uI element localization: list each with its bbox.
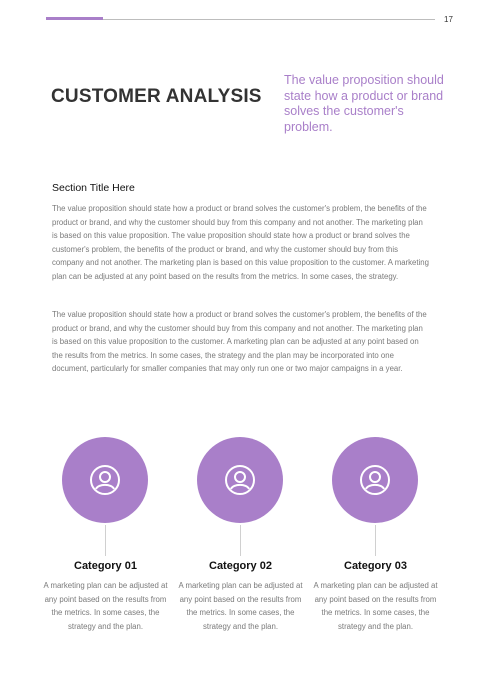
category-2-title: Category 02 bbox=[209, 560, 272, 572]
category-card-2 bbox=[178, 437, 303, 667]
section-title: Section Title Here bbox=[52, 182, 135, 194]
category-3-circle bbox=[332, 437, 418, 523]
category-2-text: A marketing plan can be adjusted at any point based on the results from the metrics. In some cases, the strategy and the plan. bbox=[178, 581, 303, 631]
page-tagline: The value proposition should state how a product or brand solves the customer's problem. bbox=[284, 73, 444, 134]
category-3-text: A marketing plan can be adjusted at any point based on the results from the metrics. In some cases, the strategy and the plan. bbox=[313, 581, 438, 631]
category-1-title: Category 01 bbox=[74, 560, 137, 572]
category-1-text: A marketing plan can be adjusted at any point based on the results from the metrics. In some cases, the strategy and the plan. bbox=[43, 581, 168, 631]
category-1-connector bbox=[105, 525, 106, 556]
body-paragraph-2: The value proposition should state how a product or brand solves the customer's problem, the benefits of the product or brand, and why the customer should buy from this company and not another. The marketing plan is based on this value proposition to the customer. A marketing plan can be adjusted at any point based on the results from the metrics. In some cases, the strategy and the plan may be incorporated into one document, particularly for smaller companies that may only run one or two major campaigns in a year. bbox=[52, 310, 427, 374]
category-2-circle bbox=[197, 437, 283, 523]
user-icon bbox=[89, 464, 121, 496]
category-3-connector bbox=[375, 525, 376, 556]
user-icon bbox=[359, 464, 391, 496]
header-accent-bar bbox=[46, 17, 103, 20]
category-2-connector bbox=[240, 525, 241, 556]
header-rule bbox=[46, 19, 435, 20]
page-title: CUSTOMER ANALYSIS bbox=[51, 86, 262, 107]
page-number: 17 bbox=[444, 15, 453, 24]
category-card-1 bbox=[43, 437, 168, 667]
body-paragraph-1: The value proposition should state how a product or brand solves the customer's problem, the benefits of the product or brand, and why the customer should buy from this company and not another. The marketing plan is based on this value proposition. The value proposition should state how a product or brand solves the customer's problem, the benefits of the product or brand, and why the customer should buy from this company and not another. The marketing plan is based on this value proposition to the customer. A marketing plan can be adjusted at any point based on the results from the metrics. In some cases, the strategy. bbox=[52, 204, 429, 281]
category-card-3 bbox=[313, 437, 438, 667]
category-1-circle bbox=[62, 437, 148, 523]
category-3-title: Category 03 bbox=[344, 560, 407, 572]
user-icon bbox=[224, 464, 256, 496]
